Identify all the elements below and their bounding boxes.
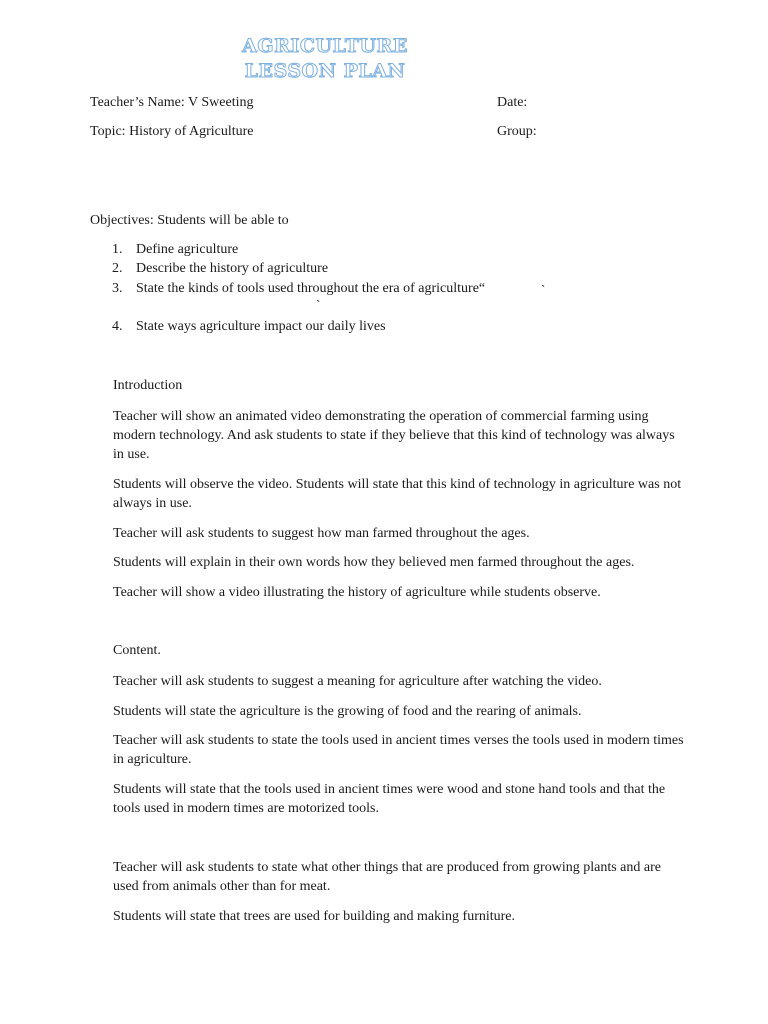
introduction-paragraph: Students will observe the video. Students will state that this kind of technology in agriculture was not always in use. xyxy=(113,477,682,511)
list-text: Describe the history of agriculture xyxy=(136,261,329,276)
document-title-line1: AGRICULTURE xyxy=(242,35,408,57)
stray-mark: ` xyxy=(316,297,321,312)
document-title-line2: LESSON PLAN xyxy=(244,60,406,82)
list-text: Define agriculture xyxy=(136,242,239,257)
list-item xyxy=(112,260,328,278)
list-item xyxy=(112,241,238,259)
list-item xyxy=(112,280,485,298)
content-paragraph: Students will state the agriculture is the growing of food and the rearing of animals. xyxy=(113,704,582,719)
teacher-name: Teacher’s Name: V Sweeting xyxy=(90,95,254,110)
list-text: State ways agriculture impact our daily lives xyxy=(136,319,386,334)
introduction-heading: Introduction xyxy=(113,378,183,393)
introduction-paragraph: Students will explain in their own words how they believed men farmed throughout the ages. xyxy=(113,555,635,570)
content-paragraph: Teacher will ask students to suggest a meaning for agriculture after watching the video. xyxy=(113,674,602,689)
introduction-paragraph: Teacher will show a video illustrating the history of agriculture while students observe. xyxy=(113,585,601,600)
content-paragraph: Teacher will ask students to state the tools used in ancient times verses the tools used in modern times in agriculture. xyxy=(113,733,684,767)
introduction-paragraph: Teacher will show an animated video demonstrating the operation of commercial farming using modern technology. And ask students to state if they believe that this kind of technology was always in use. xyxy=(113,409,675,462)
content-paragraph: Students will state that the tools used in ancient times were wood and stone hand tools and that the tools used in modern times are motorized tools. xyxy=(113,782,666,816)
date-label: Date: xyxy=(497,95,528,110)
content-paragraph: Students will state that trees are used for building and making furniture. xyxy=(113,909,516,924)
list-item xyxy=(112,318,386,336)
content-heading: Content. xyxy=(113,643,161,658)
content-paragraph: Teacher will ask students to state what other things that are produced from growing plants and are used from animals other than for meat. xyxy=(113,860,661,894)
stray-mark: ` xyxy=(541,282,546,297)
list-text: State the kinds of tools used throughout the era of agriculture“ xyxy=(136,281,486,296)
topic: Topic: History of Agriculture xyxy=(90,124,254,139)
list-number: 4. xyxy=(112,319,123,334)
introduction-paragraph: Teacher will ask students to suggest how man farmed throughout the ages. xyxy=(113,526,530,541)
group-label: Group: xyxy=(497,124,537,139)
objectives-heading: Objectives: Students will be able to xyxy=(90,213,289,228)
list-number: 3. xyxy=(112,281,123,296)
list-number: 2. xyxy=(112,261,123,276)
list-number: 1. xyxy=(112,242,123,257)
